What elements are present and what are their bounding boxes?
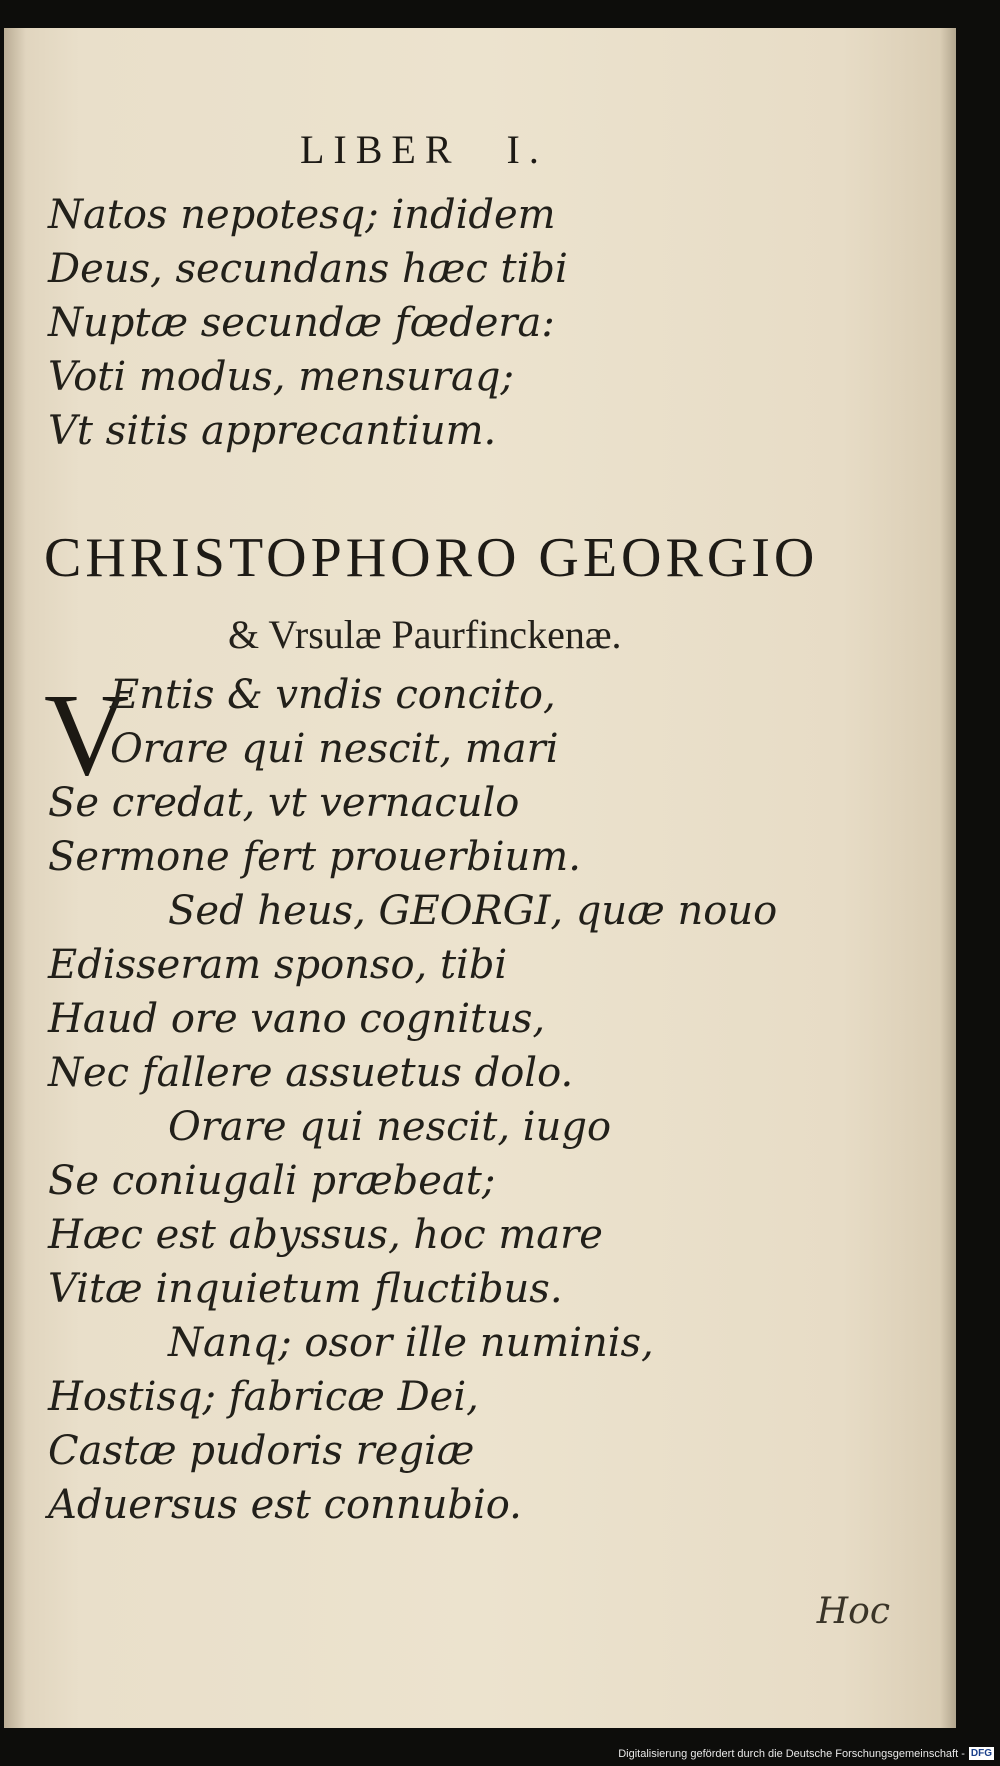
verse-line: Hostisq; fabricæ Dei,	[48, 1374, 479, 1420]
verse-line: Deus, secundans hæc tibi	[48, 246, 568, 292]
verse-line: Aduersus est connubio.	[48, 1482, 522, 1528]
verse-line: Sed heus, GEORGI, quæ nouo	[168, 888, 778, 934]
verse-line: Nuptæ secundæ fœdera:	[48, 300, 555, 346]
poem-title: CHRISTOPHORO GEORGIO	[44, 527, 819, 589]
verse-line: Voti modus, mensuraq;	[48, 354, 514, 400]
verse-line: Hæc est abyssus, hoc mare	[48, 1212, 603, 1258]
catchword: Hoc	[816, 1591, 890, 1632]
dfg-logo: DFG	[970, 1748, 992, 1759]
verse-line: Vitæ inquietum fluctibus.	[48, 1266, 563, 1312]
verse-line: Nanq; osor ille numinis,	[168, 1320, 654, 1366]
verse-line: Nec fallere assuetus dolo.	[48, 1050, 574, 1096]
verse-line: Edisseram sponso, tibi	[48, 942, 508, 988]
drop-cap: V	[44, 669, 130, 800]
verse-line: Entis & vndis concito,	[110, 672, 556, 718]
credit-text: Digitalisierung gefördert durch die Deutsche Forschungsgemeinschaft -	[618, 1747, 965, 1760]
verse-line: Haud ore vano cognitus,	[48, 996, 546, 1042]
verse-line: Orare qui nescit, iugo	[168, 1104, 612, 1150]
poem-subtitle: & Vrsulæ Paurfinckenæ.	[228, 612, 622, 657]
poem-ending	[48, 188, 568, 458]
running-header	[300, 126, 548, 173]
running-title: LIBER	[300, 127, 461, 172]
verse-line: Sermone fert prouerbium.	[48, 834, 581, 880]
verse-line: Vt sitis apprecantium.	[48, 408, 497, 454]
verse-line: Orare qui nescit, mari	[110, 726, 559, 772]
verse-line: Natos nepotesq; indidem	[48, 192, 556, 238]
poem-body	[48, 668, 777, 1532]
verse-line: Castæ pudoris regiæ	[48, 1428, 475, 1474]
verse-line: Se credat, vt vernaculo	[48, 780, 520, 826]
book-number: I.	[506, 127, 548, 172]
verse-line: Se coniugali præbeat;	[48, 1158, 496, 1204]
book-page	[4, 28, 956, 1728]
digitization-credit	[618, 1747, 994, 1760]
